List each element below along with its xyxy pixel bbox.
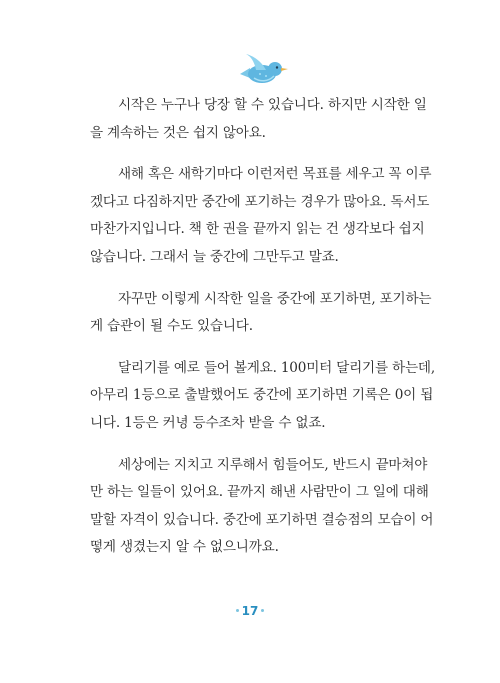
body-text — [90, 92, 435, 576]
paragraph-4 — [90, 355, 435, 438]
bird-icon — [236, 52, 292, 88]
paragraph-2 — [90, 161, 432, 271]
text-line: 아무리 1등으로 출발했어도 중간에 포기하면 기록은 0이 됩 — [90, 387, 434, 404]
text-line: 니다. 1등은 커녕 등수조차 받을 수 없죠. — [90, 414, 326, 431]
page-number-dot-right — [261, 609, 264, 612]
text-line: 말할 자격이 있습니다. 중간에 포기하면 결승점의 모습이 어 — [90, 511, 434, 528]
page-number-value: 17 — [241, 604, 259, 618]
text-line: 새해 혹은 새학기마다 이런저런 목표를 세우고 꼭 이루 — [118, 166, 432, 183]
text-line: 떻게 생겼는지 알 수 없으니까요. — [90, 539, 279, 556]
text-line: 게 습관이 될 수도 있습니다. — [90, 318, 253, 335]
text-line: 달리기를 예로 들어 볼게요. 100미터 달리기를 하는데, — [118, 359, 435, 376]
paragraph-3 — [90, 286, 432, 341]
text-line: 않습니다. 그래서 늘 중간에 그만두고 말죠. — [90, 248, 339, 265]
text-line: 자꾸만 이렇게 시작한 일을 중간에 포기하면, 포기하는 — [118, 290, 432, 307]
text-line: 만 하는 일들이 있어요. 끝까지 해낸 사람만이 그 일에 대해 — [90, 484, 429, 501]
text-line: 을 계속하는 것은 쉽지 않아요. — [90, 124, 266, 141]
text-line: 시작은 누구나 당장 할 수 있습니다. 하지만 시작한 일 — [118, 97, 427, 113]
text-line: 겠다고 다짐하지만 중간에 포기하는 경우가 많아요. 독서도 — [90, 193, 430, 210]
paragraph-5 — [90, 452, 434, 562]
page-number — [0, 604, 500, 618]
text-line: 세상에는 지치고 지루해서 힘들어도, 반드시 끝마쳐야 — [118, 456, 428, 473]
text-line: 마찬가지입니다. 책 한 권을 끝까지 읽는 건 생각보다 쉽지 — [90, 221, 425, 238]
page-number-dot-left — [236, 609, 239, 612]
paragraph-1 — [90, 92, 427, 147]
